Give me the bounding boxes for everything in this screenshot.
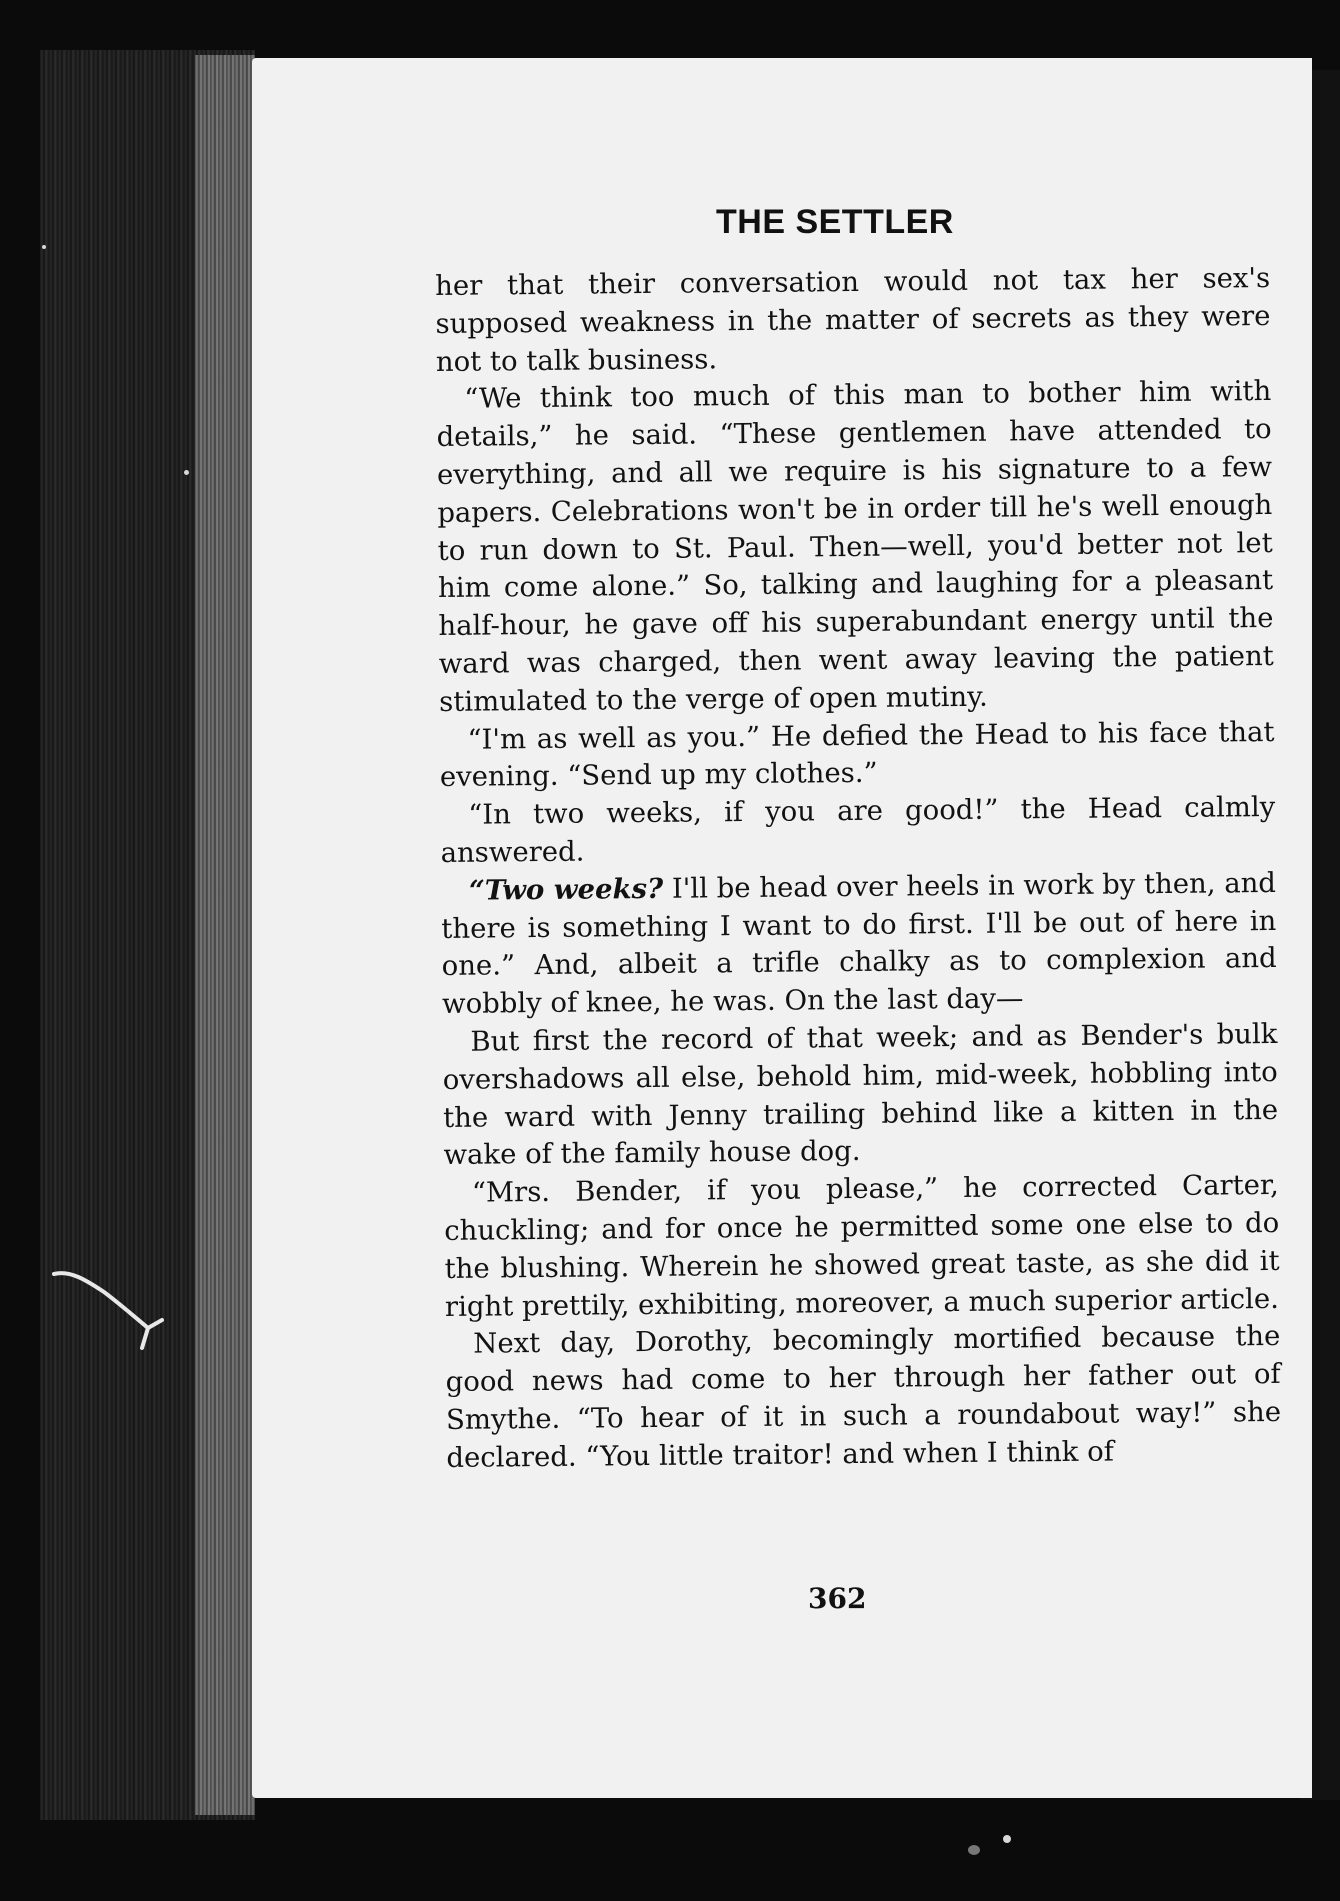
paragraph: But first the record of that week; and as Bender's bulk overshadows all else, behold him, mid-week, hobbling into the ward with Jenny trailing behind like a kitten in the wake of the family house dog. bbox=[442, 1017, 1279, 1172]
paragraph: “Two weeks? I'll be head over heels in work by then, and there is something I want to do first. I'll be out of here in one.” And, albeit a trifle chalky as to complexion and wobbly of knee, he was. On the last day— bbox=[441, 866, 1277, 1021]
paragraph: her that their conversation would not tax her sex's supposed weakness in the matter of secrets as they were not to talk business. bbox=[435, 261, 1271, 378]
paragraph: Next day, Dorothy, becomingly mortified because the good news had come to her through her father out of Smythe. “To hear of it in such a roundabout way!” she declared. “You little traitor! and when I think of bbox=[445, 1320, 1282, 1474]
paragraph: “Mrs. Bender, if you please,” he corrected Carter, chuckling; and for once he permitted some one else to do the blushing. Wherein he showed great taste, as she did it right prettily, exhibiting, moreover, a much superior article. bbox=[444, 1169, 1280, 1323]
dust-speck bbox=[42, 245, 46, 249]
paragraph: “I'm as well as you.” He defied the Head to his face that evening. “Send up my clothes.” bbox=[439, 715, 1275, 794]
pen-mark-icon bbox=[50, 1262, 170, 1352]
running-head: THE SETTLER bbox=[716, 203, 954, 241]
page-number: 362 bbox=[808, 1582, 867, 1615]
paragraph: “We think too much of this man to bother him with details,” he said. “These gentlemen have attended to everything, and all we require is his signature to a few papers. Celebrations won't be in order till he's well enough to run down to St. Paul. Then—well, you'd better not let him come alone.” So, talking and laughing for a pleasant half-hour, he gave off his superabundant energy until the ward was charged, then went away leaving the patient stimulated to the verge of open mutiny. bbox=[436, 375, 1274, 718]
dust-speck bbox=[968, 1845, 980, 1855]
dust-speck bbox=[1003, 1835, 1011, 1843]
page-stack-edge bbox=[195, 55, 255, 1815]
dust-speck bbox=[184, 470, 189, 475]
body-text bbox=[435, 260, 1282, 1477]
paragraph: “In two weeks, if you are good!” the Head calmly answered. bbox=[440, 791, 1276, 869]
italic-lead: “Two weeks? bbox=[468, 872, 664, 907]
